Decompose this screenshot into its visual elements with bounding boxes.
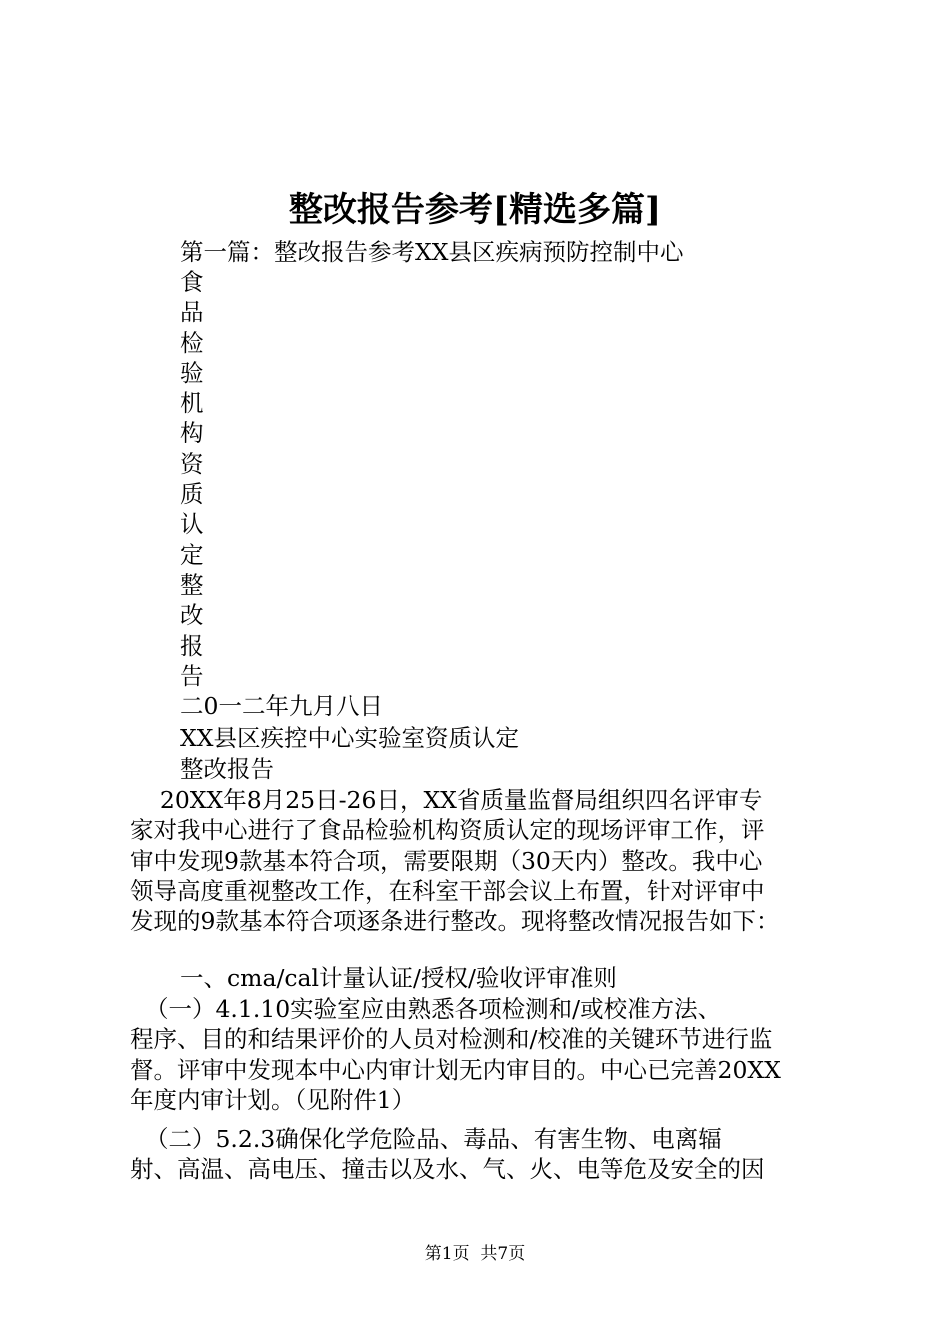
paragraph-line: 20XX年8月25日-26日，XX省质量监督局组织四名评审专 xyxy=(130,786,763,814)
section-one-heading: 一、cma/cal计量认证/授权/验收评审准则 xyxy=(180,964,617,992)
item-two-paragraph xyxy=(130,1124,765,1185)
page-number-footer: 第1页 共7页 xyxy=(424,1244,526,1264)
paragraph-line: 射、高温、高电压、撞击以及水、气、火、电等危及安全的因 xyxy=(130,1155,765,1184)
vertical-char: 认 xyxy=(180,510,204,539)
paragraph-line: 领导高度重视整改工作，在科室干部会议上布置，针对评审中 xyxy=(130,876,765,905)
vertical-char: 食 xyxy=(180,268,204,296)
vertical-char: 验 xyxy=(180,358,204,387)
subtitle-line-2: 整改报告 xyxy=(180,755,274,783)
vertical-char: 定 xyxy=(180,540,204,569)
item-one-paragraph xyxy=(130,994,781,1115)
document-title: 整改报告参考[精选多篇] xyxy=(288,190,662,230)
paragraph-line: （二）5.2.3确保化学危险品、毒品、有害生物、电离辐 xyxy=(130,1125,722,1153)
paragraph-line: 审中发现9款基本符合项，需要限期（30天内）整改。我中心 xyxy=(130,846,763,875)
paragraph-line: 家对我中心进行了食品检验机构资质认定的现场评审工作，评 xyxy=(130,816,765,845)
vertical-char: 品 xyxy=(180,298,204,327)
paragraph-line: 年度内审计划。（见附件1） xyxy=(130,1085,416,1114)
document-date: 二0一二年九月八日 xyxy=(180,692,383,720)
vertical-char: 质 xyxy=(180,480,204,509)
vertical-char: 机 xyxy=(180,389,204,418)
vertical-char: 构 xyxy=(180,419,204,448)
vertical-char: 整 xyxy=(180,570,204,599)
vertical-char: 告 xyxy=(180,661,204,690)
paragraph-line: 发现的9款基本符合项逐条进行整改。现将整改情况报告如下： xyxy=(130,907,780,936)
subtitle-line-1: XX县区疾控中心实验室资质认定 xyxy=(180,724,519,752)
vertical-char: 资 xyxy=(180,449,204,478)
vertical-char: 改 xyxy=(180,601,204,630)
vertical-char: 检 xyxy=(180,328,204,357)
paragraph-line: （一）4.1.10实验室应由熟悉各项检测和/或校准方法、 xyxy=(130,995,722,1023)
vertical-title xyxy=(180,267,204,691)
section-heading: 第一篇：整改报告参考XX县区疾病预防控制中心 xyxy=(180,238,684,266)
intro-paragraph xyxy=(130,785,779,936)
vertical-char: 报 xyxy=(180,631,204,660)
paragraph-line: 程序、目的和结果评价的人员对检测和/校准的关键环节进行监 xyxy=(130,1025,773,1054)
paragraph-line: 督。评审中发现本中心内审计划无内审目的。中心已完善20XX xyxy=(130,1055,781,1084)
